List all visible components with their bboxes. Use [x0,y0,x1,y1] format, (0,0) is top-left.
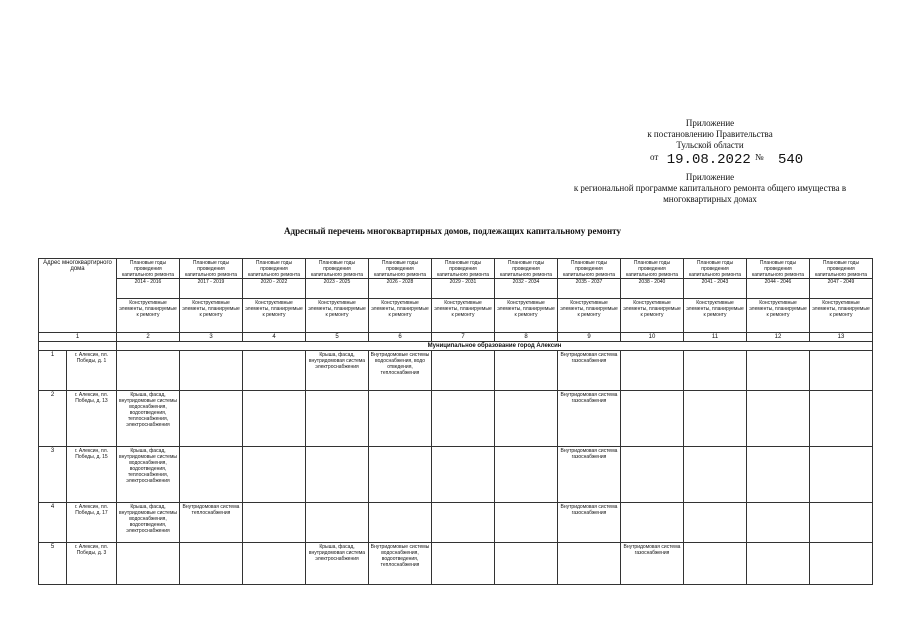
repair-elements-cell [495,543,558,585]
municipality-row [39,342,873,351]
period-range: 2029 - 2031 [432,278,494,285]
header-row-years [39,259,873,299]
repair-elements-cell [495,447,558,503]
repair-elements-cell: Крыша, фасад, внутридомовые системы водоснабжения, водоотведения, электроснабжения [117,503,180,543]
column-number: 13 [810,333,873,342]
period-range: 2032 - 2034 [495,278,557,285]
address-column-header: Адрес многоквартирного дома [39,259,117,333]
repair-elements-cell [684,503,747,543]
decree-number: 540 [778,152,804,168]
repair-elements-cell [117,543,180,585]
repair-elements-cell [243,391,306,447]
elements-header: Конструктивные элементы, планируемые к ремонту [810,299,873,333]
repair-elements-cell [369,391,432,447]
column-number-row [39,333,873,342]
planned-years-header [495,259,558,299]
table-row [39,351,873,391]
planned-years-header [621,259,684,299]
repair-elements-cell [810,351,873,391]
decree-line2: к постановлению Правительства [647,129,773,139]
period-range: 2038 - 2040 [621,278,683,285]
row-number: 4 [39,503,67,543]
repair-elements-cell [558,543,621,585]
row-address: г. Алексин, пл. Победы, д. 17 [67,503,117,543]
repair-elements-cell [432,391,495,447]
period-range: 2023 - 2025 [306,278,368,285]
repair-elements-cell [747,447,810,503]
elements-header: Конструктивные элементы, планируемые к ремонту [432,299,495,333]
repair-elements-cell [306,391,369,447]
planned-years-header [243,259,306,299]
row-number: 1 [39,351,67,391]
repair-elements-cell [621,391,684,447]
table-row [39,447,873,503]
row-number: 2 [39,391,67,447]
period-range: 2017 - 2019 [180,278,242,285]
period-range: 2044 - 2046 [747,278,809,285]
table-row [39,391,873,447]
column-number: 6 [369,333,432,342]
planned-years-header [684,259,747,299]
repair-elements-cell [684,543,747,585]
column-number: 10 [621,333,684,342]
column-number: 1 [39,333,117,342]
repair-elements-cell [747,503,810,543]
repair-elements-cell [495,503,558,543]
appendix-line2: к региональной программе капитального ремонта общего имущества в [573,183,847,193]
address-table [38,258,873,585]
repair-elements-cell [243,503,306,543]
repair-elements-cell [243,447,306,503]
repair-elements-cell [684,447,747,503]
repair-elements-cell [243,351,306,391]
repair-elements-cell [243,543,306,585]
planned-years-label: Плановые годы проведения капитального ремонта [436,260,490,278]
number-label: № [755,152,764,162]
period-range: 2047 - 2049 [810,278,872,285]
period-range: 2014 - 2016 [117,278,179,285]
repair-elements-cell [810,503,873,543]
repair-elements-cell [810,543,873,585]
planned-years-header [558,259,621,299]
repair-elements-cell: Внутридомовая система газоснабжения [621,543,684,585]
repair-elements-cell [117,351,180,391]
repair-elements-cell [306,447,369,503]
row-number: 5 [39,543,67,585]
repair-elements-cell [747,351,810,391]
repair-elements-cell [180,543,243,585]
decree-line3: Тульской области [676,140,744,150]
repair-elements-cell [810,447,873,503]
elements-header: Конструктивные элементы, планируемые к ремонту [747,299,810,333]
repair-elements-cell [432,351,495,391]
repair-elements-cell [495,351,558,391]
repair-elements-cell: Внутридомовые системы водоснабжения, водоотведения, теплоснабжения [369,543,432,585]
repair-elements-cell: Внутридомовая система газоснабжения [558,351,621,391]
elements-header: Конструктивные элементы, планируемые к ремонту [684,299,747,333]
planned-years-header [747,259,810,299]
period-range: 2041 - 2043 [684,278,746,285]
row-address: г. Алексин, пл. Победы, д. 13 [67,391,117,447]
planned-years-label: Плановые годы проведения капитального ремонта [688,260,742,278]
repair-elements-cell [747,543,810,585]
planned-years-label: Плановые годы проведения капитального ремонта [625,260,679,278]
column-number: 7 [432,333,495,342]
appendix-line1: Приложение [685,172,735,182]
planned-years-label: Плановые годы проведения капитального ремонта [499,260,553,278]
repair-elements-cell [180,447,243,503]
repair-elements-cell [306,503,369,543]
decree-line1: Приложение [685,118,735,128]
planned-years-header [117,259,180,299]
repair-elements-cell [432,503,495,543]
planned-years-header [432,259,495,299]
program-appendix-header [560,172,860,205]
repair-elements-cell [180,351,243,391]
repair-elements-cell [810,391,873,447]
repair-elements-cell [747,391,810,447]
planned-years-label: Плановые годы проведения капитального ремонта [814,260,868,278]
municipality-name: Муниципальное образование город Алексин [117,342,873,351]
repair-elements-cell [432,447,495,503]
elements-header: Конструктивные элементы, планируемые к ремонту [306,299,369,333]
column-number: 8 [495,333,558,342]
elements-header: Конструктивные элементы, планируемые к ремонту [558,299,621,333]
planned-years-header [369,259,432,299]
elements-header: Конструктивные элементы, планируемые к ремонту [117,299,180,333]
period-range: 2020 - 2022 [243,278,305,285]
column-number: 2 [117,333,180,342]
row-address: г. Алексин, пл. Победы, д. 1 [67,351,117,391]
repair-elements-cell [684,351,747,391]
period-range: 2035 - 2037 [558,278,620,285]
repair-elements-cell: Крыша, фасад, внутридомовые системы водоснабжения, водоотведения, теплоснабжения, электроснабжения [117,391,180,447]
column-number: 11 [684,333,747,342]
planned-years-label: Плановые годы проведения капитального ремонта [184,260,238,278]
column-number: 9 [558,333,621,342]
repair-elements-cell [621,503,684,543]
planned-years-label: Плановые годы проведения капитального ремонта [562,260,616,278]
repair-elements-cell [369,503,432,543]
repair-elements-cell [621,447,684,503]
repair-elements-cell: Внутридомовая система теплоснабжения [180,503,243,543]
decree-date: 19.08.2022 [666,152,751,168]
repair-elements-cell: Внутридомовая система газоснабжения [558,503,621,543]
planned-years-label: Плановые годы проведения капитального ремонта [373,260,427,278]
elements-header: Конструктивные элементы, планируемые к ремонту [495,299,558,333]
repair-elements-cell [180,391,243,447]
municipality-spacer [39,342,117,351]
repair-elements-cell: Крыша, фасад, внутридомовая система электроснабжения [306,543,369,585]
column-number: 3 [180,333,243,342]
decree-date-line [650,152,810,168]
planned-years-label: Плановые годы проведения капитального ремонта [121,260,175,278]
repair-elements-cell: Внутридомовая система газоснабжения [558,391,621,447]
planned-years-header [810,259,873,299]
elements-header: Конструктивные элементы, планируемые к ремонту [243,299,306,333]
document-title: Адресный перечень многоквартирных домов, подлежащих капитальному ремонту [284,226,621,236]
planned-years-header [180,259,243,299]
repair-elements-cell [432,543,495,585]
row-address: г. Алексин, пл. Победы, д. 15 [67,447,117,503]
row-address: г. Алексин, пл. Победы, д. 3 [67,543,117,585]
repair-elements-cell: Крыша, фасад, внутридомовая система электроснабжения [306,351,369,391]
repair-elements-cell [495,391,558,447]
period-range: 2026 - 2028 [369,278,431,285]
repair-elements-cell: Внутридомовые системы водоснабжения, водо отведения, теплоснабжения [369,351,432,391]
repair-elements-cell: Крыша, фасад, внутридомовые системы водоснабжения, водоотведения, теплоснабжения, электроснабжения [117,447,180,503]
planned-years-label: Плановые годы проведения капитального ремонта [247,260,301,278]
repair-elements-cell: Внутридомовая система газоснабжения [558,447,621,503]
date-label: от [650,152,659,162]
column-number: 5 [306,333,369,342]
planned-years-label: Плановые годы проведения капитального ремонта [310,260,364,278]
elements-header: Конструктивные элементы, планируемые к ремонту [180,299,243,333]
planned-years-header [306,259,369,299]
table-row [39,543,873,585]
column-number: 12 [747,333,810,342]
planned-years-label: Плановые годы проведения капитального ремонта [751,260,805,278]
elements-header: Конструктивные элементы, планируемые к ремонту [369,299,432,333]
appendix-line3: многоквартирных домах [663,194,757,204]
repair-elements-cell [369,447,432,503]
repair-elements-cell [621,351,684,391]
header-row-elements [39,299,873,333]
row-number: 3 [39,447,67,503]
decree-header [560,118,860,151]
repair-elements-cell [684,391,747,447]
table-row [39,503,873,543]
elements-header: Конструктивные элементы, планируемые к ремонту [621,299,684,333]
column-number: 4 [243,333,306,342]
